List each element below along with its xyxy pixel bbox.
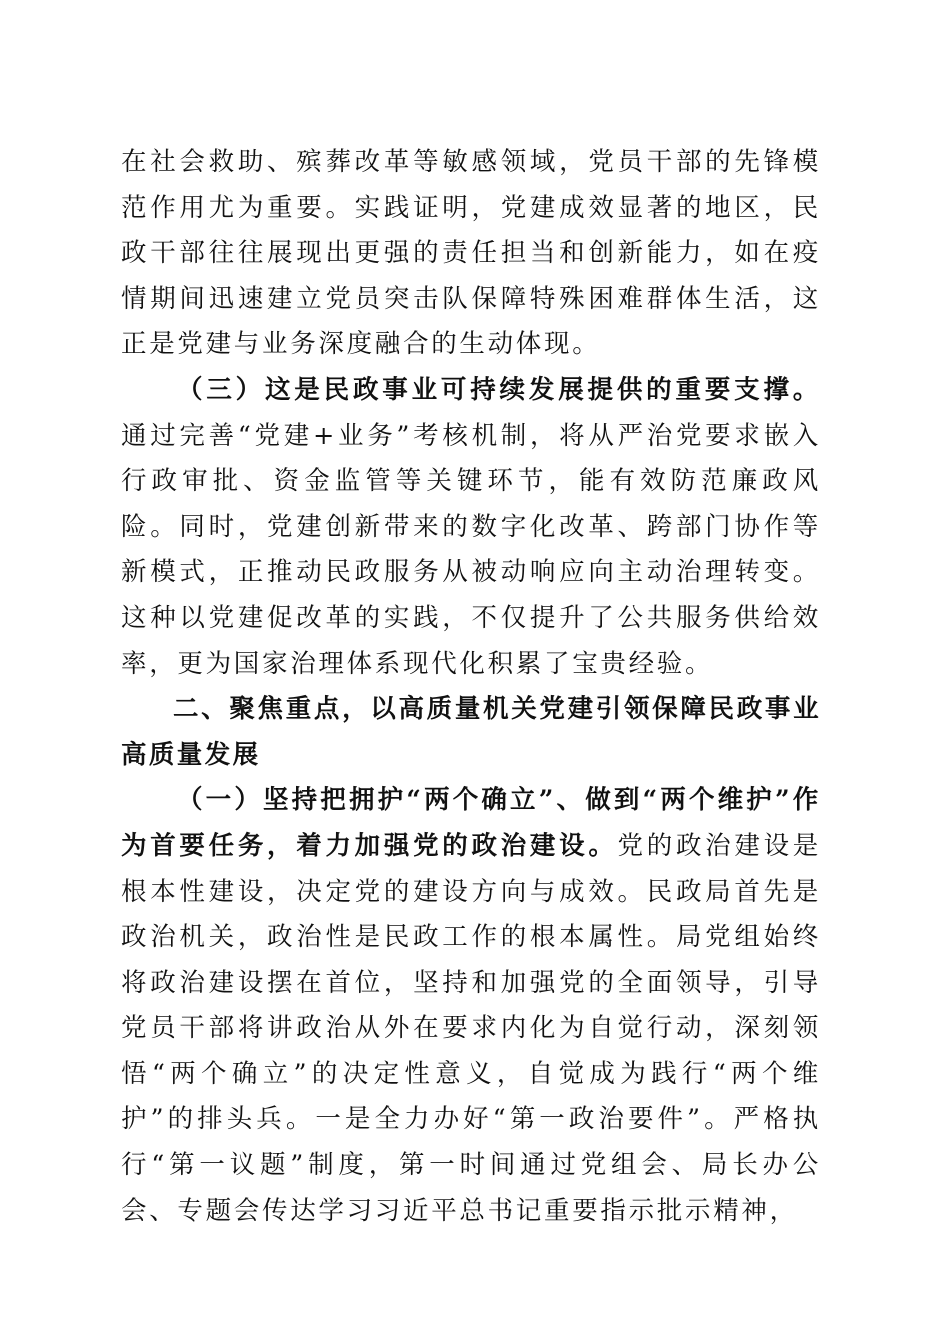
section-heading-two: 二、聚焦重点，以高质量机关党建引领保障民政事业高质量发展 bbox=[121, 694, 821, 770]
paragraph-political-building bbox=[121, 778, 821, 1234]
paragraph-sustainable-support bbox=[121, 368, 821, 687]
document-page bbox=[121, 140, 821, 1234]
paragraph-lead-sentence: （三）这是民政事业可持续发展提供的重要支撑。 bbox=[177, 374, 821, 405]
paragraph-social-assistance: 在社会救助、殡葬改革等敏感领域，党员干部的先锋模范作用尤为重要。实践证明，党建成效显著的地区，民政干部往往展现出更强的责任担当和创新能力，如在疫情期间迅速建立党员突击队保障特殊困难群体生活，这正是党建与业务深度融合的生动体现。 bbox=[121, 147, 821, 360]
paragraph-body-text: 通过完善“党建+业务”考核机制，将从严治党要求嵌入行政审批、资金监管等关键环节，能有效防范廉政风险。同时，党建创新带来的数字化改革、跨部门协作等新模式，正推动民政服务从被动响应向主动治理转变。这种以党建促改革的实践，不仅提升了公共服务供给效率，更为国家治理体系现代化积累了宝贵经验。 bbox=[121, 420, 821, 679]
paragraph-lead-sentence: （一）坚持把拥护“两个确立”、做到“两个维护”作为首要任务，着力加强党的政治建设。 bbox=[121, 785, 821, 861]
paragraph-body-text: 党的政治建设是根本性建设，决定党的建设方向与成效。民政局首先是政治机关，政治性是民政工作的根本属性。局党组始终将政治建设摆在首位，坚持和加强党的全面领导，引导党员干部将讲政治从外在要求内化为自觉行动，深刻领悟“两个确立”的决定性意义，自觉成为践行“两个维护”的排头兵。一是全力办好“第一政治要件”。严格执行“第一议题”制度，第一时间通过党组会、局长办公会、专题会传达学习习近平总书记重要指示批示精神， bbox=[121, 830, 821, 1226]
